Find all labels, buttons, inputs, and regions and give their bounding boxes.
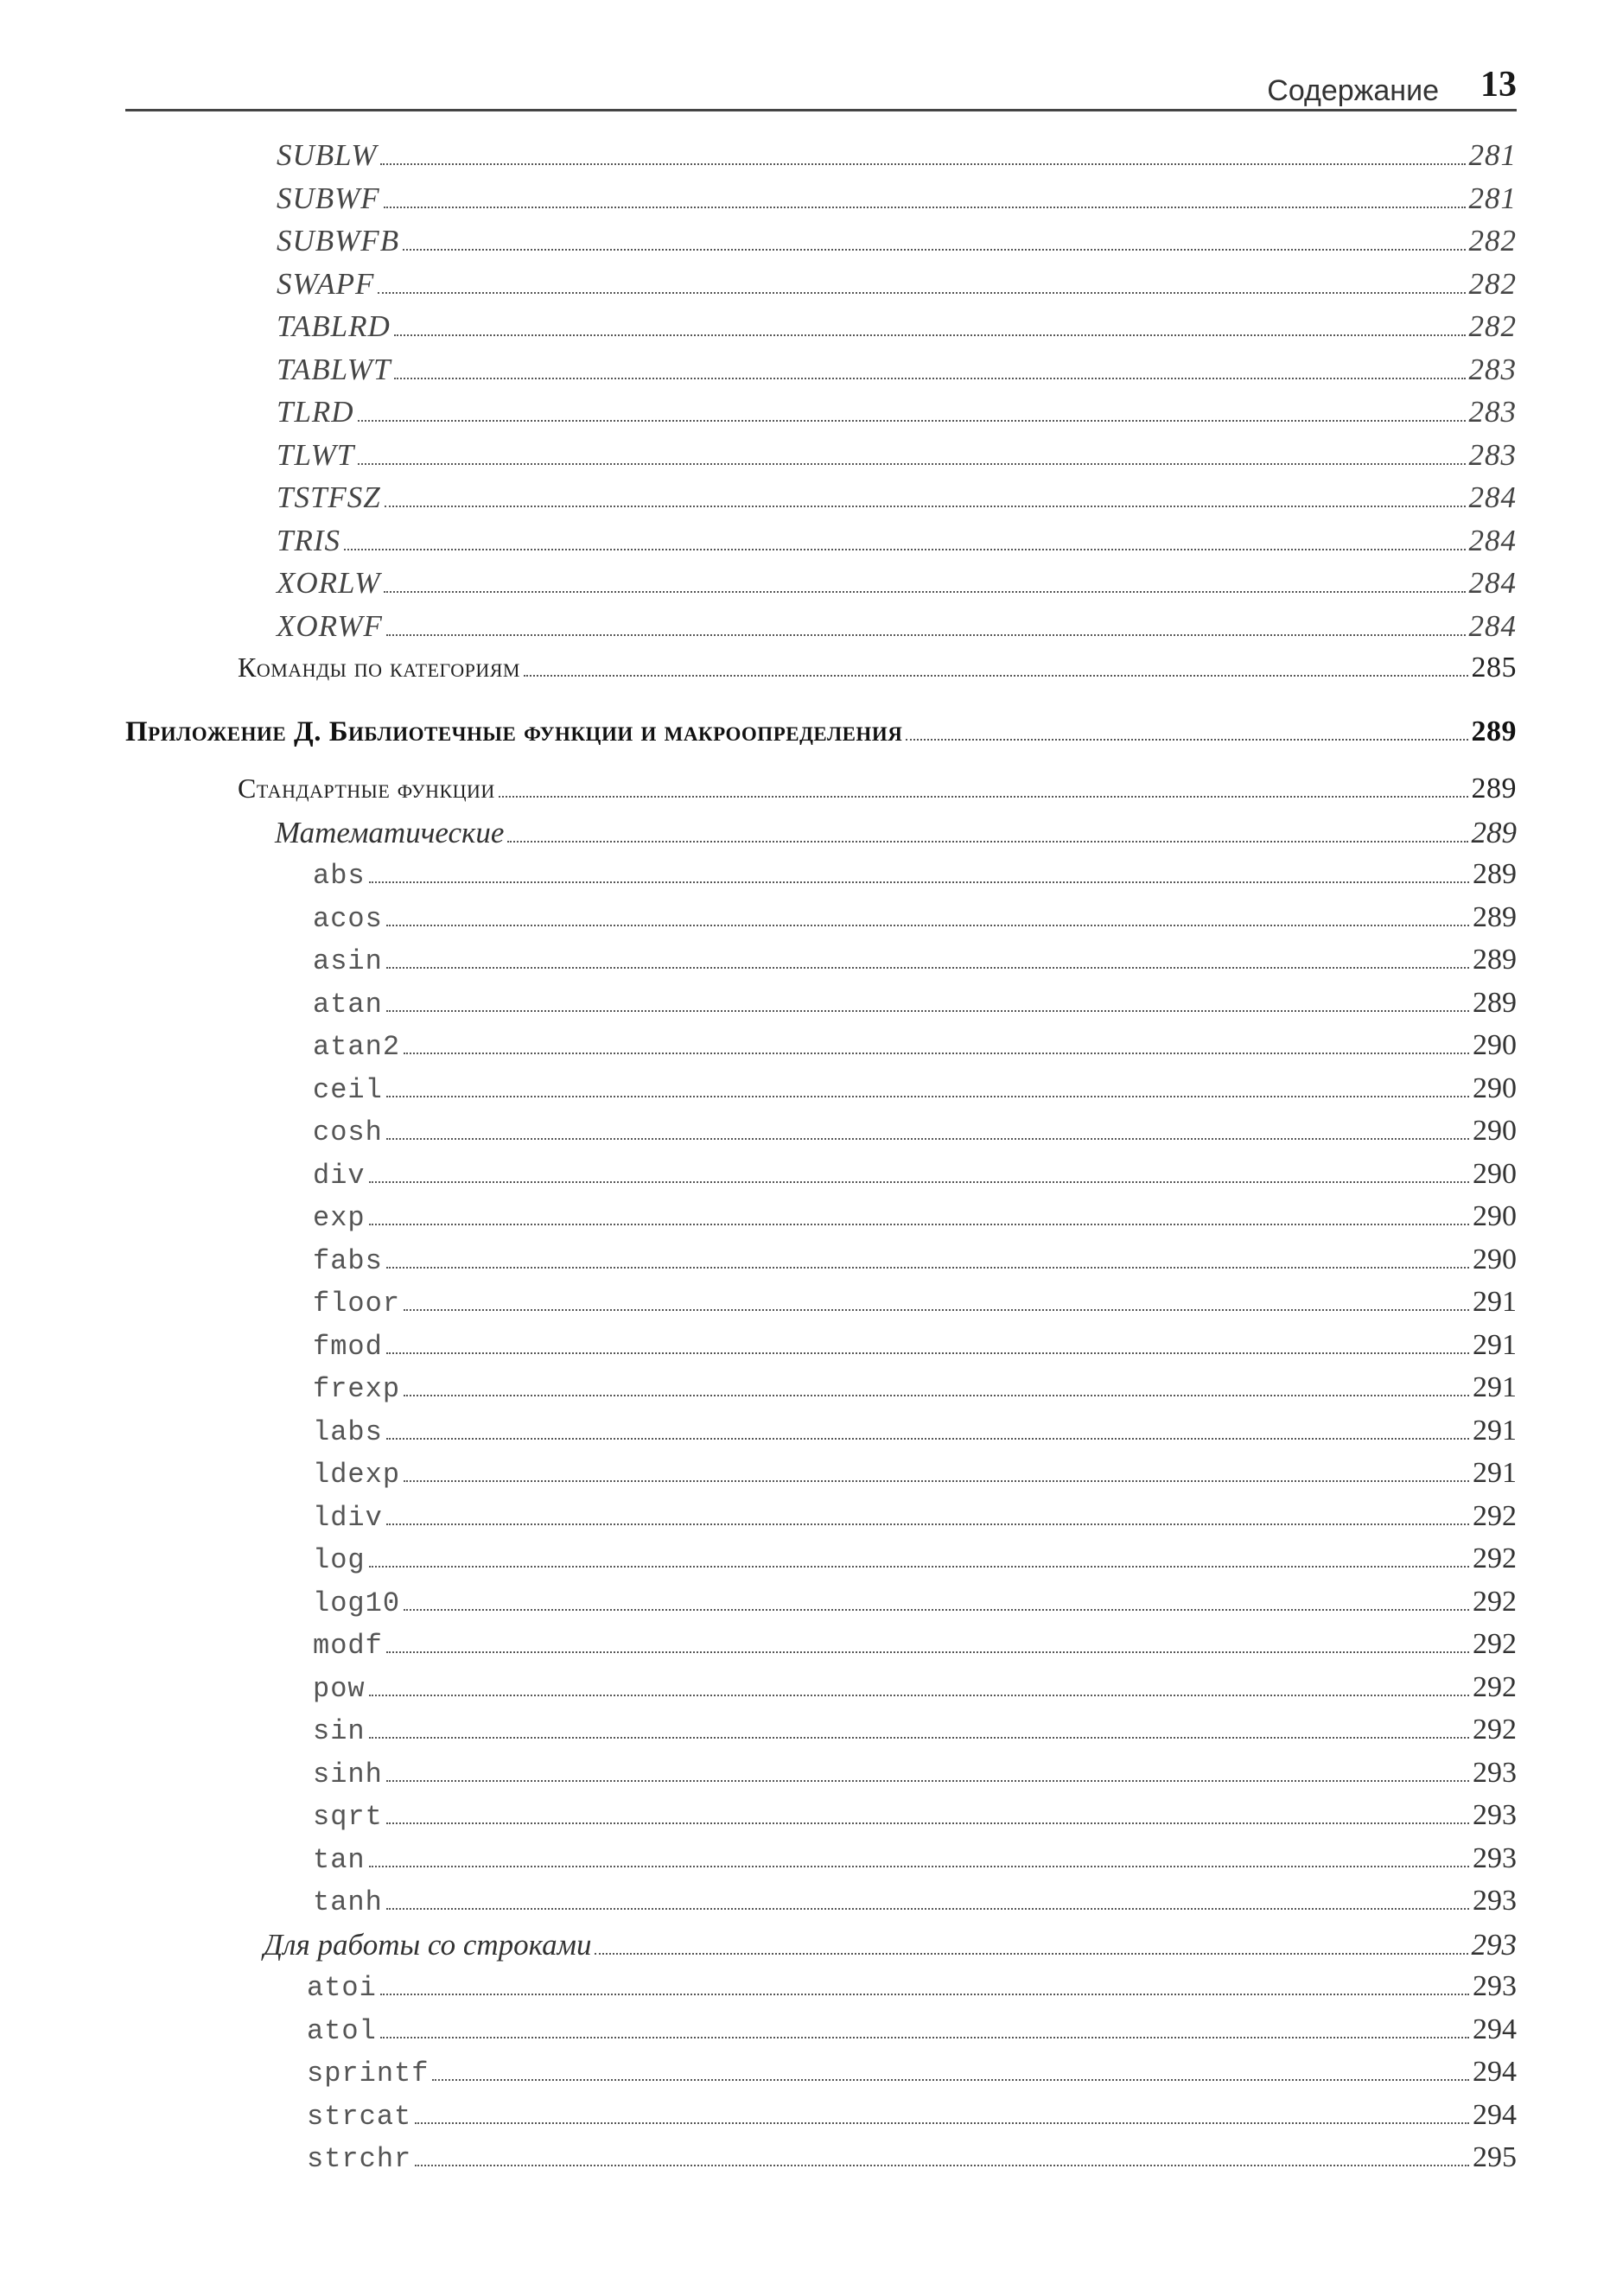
toc-entry-page: 292 bbox=[1473, 1628, 1517, 1660]
dot-leader bbox=[386, 1352, 1469, 1354]
dot-leader bbox=[595, 1953, 1467, 1955]
toc-entry-appendix bbox=[125, 716, 1517, 755]
toc-entry-page: 290 bbox=[1473, 1200, 1517, 1232]
toc-entry-function bbox=[313, 1072, 1517, 1112]
toc-entry-title: XORWF bbox=[277, 609, 383, 643]
dot-leader bbox=[507, 841, 1467, 843]
toc-entry-page: 294 bbox=[1473, 2056, 1517, 2088]
toc-entry-function bbox=[313, 1415, 1517, 1454]
dot-leader bbox=[358, 420, 1466, 422]
toc-entry-title: cosh bbox=[313, 1116, 383, 1148]
toc-entry-function bbox=[313, 1200, 1517, 1240]
toc-entry-page: 289 bbox=[1473, 901, 1517, 933]
dot-leader bbox=[380, 2037, 1469, 2038]
toc-entry-page: 290 bbox=[1473, 1072, 1517, 1104]
toc-entry-title: ldiv bbox=[313, 1502, 383, 1534]
toc-entry-page: 290 bbox=[1473, 1243, 1517, 1275]
toc-entry-page: 284 bbox=[1468, 566, 1517, 600]
toc-entry-page: 282 bbox=[1468, 309, 1517, 343]
toc-entry-page: 291 bbox=[1473, 1329, 1517, 1361]
toc-entry-function bbox=[313, 1500, 1517, 1540]
toc-entry-title: floor bbox=[313, 1288, 401, 1320]
toc-entry-function bbox=[313, 1115, 1517, 1154]
toc-entry-page: 289 bbox=[1471, 773, 1517, 805]
dot-leader bbox=[404, 1309, 1469, 1311]
toc-entry-title: TSTFSZ bbox=[277, 480, 381, 514]
toc-entry-function bbox=[313, 1542, 1517, 1582]
toc-entry-page: 293 bbox=[1471, 1928, 1517, 1962]
toc-entry-title: XORLW bbox=[277, 566, 381, 600]
toc-entry-page: 291 bbox=[1473, 1286, 1517, 1318]
dot-leader bbox=[369, 1181, 1469, 1183]
toc-entry-function bbox=[313, 944, 1517, 983]
toc-entry-title: frexp bbox=[313, 1373, 401, 1405]
toc-entry-title: atan bbox=[313, 989, 383, 1021]
dot-leader bbox=[404, 1609, 1469, 1611]
dot-leader bbox=[386, 1438, 1469, 1440]
toc-entry-title: labs bbox=[313, 1416, 383, 1448]
toc-entry-function bbox=[313, 901, 1517, 941]
dot-leader bbox=[344, 549, 1466, 550]
toc-entry-title: ldexp bbox=[313, 1459, 401, 1491]
toc-entry-command bbox=[277, 609, 1517, 649]
header-page-number: 13 bbox=[1480, 65, 1517, 105]
toc-entry-page: 283 bbox=[1468, 438, 1517, 472]
dot-leader bbox=[386, 1138, 1469, 1140]
dot-leader bbox=[369, 1224, 1469, 1225]
toc-entry-title: strcat bbox=[307, 2101, 412, 2133]
toc-entry-page: 294 bbox=[1473, 2013, 1517, 2045]
toc-entry-page: 292 bbox=[1473, 1500, 1517, 1532]
toc-entry-page: 282 bbox=[1468, 267, 1517, 301]
toc-entry-subsection bbox=[264, 1928, 1517, 1968]
toc-entry-page: 292 bbox=[1473, 1542, 1517, 1574]
dot-leader bbox=[432, 2079, 1469, 2081]
toc-entry-title: acos bbox=[313, 903, 383, 935]
toc-entry-title: TLWT bbox=[277, 438, 355, 472]
dot-leader bbox=[386, 1523, 1469, 1525]
dot-leader bbox=[386, 925, 1469, 926]
header-section-label: Содержание bbox=[1267, 74, 1439, 107]
toc-entry-title: pow bbox=[313, 1673, 366, 1705]
toc-entry-title: sin bbox=[313, 1715, 366, 1747]
toc-entry-page: 292 bbox=[1473, 1671, 1517, 1703]
toc-entry-page: 293 bbox=[1473, 1885, 1517, 1917]
toc-entry-title: abs bbox=[313, 860, 366, 892]
toc-entry-function bbox=[313, 1885, 1517, 1924]
toc-entry-function bbox=[307, 2099, 1517, 2139]
toc-entry-command bbox=[277, 566, 1517, 606]
toc-entry-command bbox=[277, 181, 1517, 221]
toc-entry-title: Приложение Д. Библиотечные функции и макроопределения bbox=[125, 716, 903, 747]
toc-entry-function bbox=[313, 987, 1517, 1027]
dot-leader bbox=[386, 967, 1469, 969]
dot-leader bbox=[380, 163, 1465, 165]
toc-entry-page: 281 bbox=[1468, 181, 1517, 215]
toc-entry-title: SUBWF bbox=[277, 181, 380, 215]
toc-entry-page: 290 bbox=[1473, 1029, 1517, 1061]
toc-entry-page: 285 bbox=[1471, 652, 1517, 684]
toc-entry-title: tanh bbox=[313, 1886, 383, 1918]
dot-leader bbox=[415, 2122, 1469, 2124]
dot-leader bbox=[386, 1010, 1469, 1012]
toc-entry-page: 289 bbox=[1473, 987, 1517, 1019]
toc-entry-page: 289 bbox=[1473, 944, 1517, 976]
header-rule bbox=[125, 109, 1517, 111]
dot-leader bbox=[415, 2165, 1469, 2166]
toc-entry-page: 283 bbox=[1468, 395, 1517, 429]
dot-leader bbox=[524, 675, 1468, 677]
toc-entry-command bbox=[277, 524, 1517, 563]
toc-entry-function bbox=[313, 1714, 1517, 1753]
toc-entry-function bbox=[313, 1842, 1517, 1882]
toc-entry-command bbox=[277, 438, 1517, 478]
toc-entry-page: 289 bbox=[1471, 816, 1517, 849]
dot-leader bbox=[358, 463, 1465, 465]
toc-entry-title: TABLRD bbox=[277, 309, 391, 343]
dot-leader bbox=[386, 1096, 1469, 1097]
toc-entry-page: 289 bbox=[1473, 858, 1517, 890]
dot-leader bbox=[380, 1994, 1469, 1995]
toc-entry-title: exp bbox=[313, 1202, 366, 1234]
toc-entry-title: atol bbox=[307, 2015, 377, 2047]
toc-entry-function bbox=[307, 1970, 1517, 2010]
toc-entry-command bbox=[277, 138, 1517, 178]
toc-entry-title: atoi bbox=[307, 1972, 377, 2004]
toc-entry-page: 284 bbox=[1468, 524, 1517, 557]
toc-entry-title: Математические bbox=[275, 816, 505, 849]
toc-entry-title: SUBWFB bbox=[277, 224, 400, 258]
toc-entry-command bbox=[277, 480, 1517, 520]
toc-entry-page: 293 bbox=[1473, 1799, 1517, 1831]
toc-entry-page: 294 bbox=[1473, 2099, 1517, 2131]
toc-entry-command bbox=[277, 353, 1517, 392]
dot-leader bbox=[499, 796, 1468, 798]
toc-entry-subsection bbox=[275, 816, 1517, 855]
toc-entry-command bbox=[277, 309, 1517, 349]
toc-entry-function bbox=[313, 1799, 1517, 1839]
toc-entry-page: 292 bbox=[1473, 1586, 1517, 1618]
toc-entry-page: 282 bbox=[1468, 224, 1517, 258]
toc-entry-title: strchr bbox=[307, 2143, 412, 2175]
toc-entry-page: 291 bbox=[1473, 1415, 1517, 1447]
toc-entry-title: div bbox=[313, 1160, 366, 1192]
toc-entry-title: Команды по категориям bbox=[238, 652, 520, 683]
toc-entry-function bbox=[313, 1286, 1517, 1326]
toc-entry-function bbox=[313, 1029, 1517, 1069]
toc-entry-function bbox=[313, 1586, 1517, 1625]
toc-entry-function bbox=[313, 1457, 1517, 1497]
toc-entry-title: asin bbox=[313, 945, 383, 977]
toc-entry-title: TRIS bbox=[277, 524, 340, 557]
toc-entry-function bbox=[313, 1371, 1517, 1411]
toc-entry-page: 293 bbox=[1473, 1757, 1517, 1789]
toc-entry-function bbox=[313, 858, 1517, 898]
toc-entry-function bbox=[307, 2013, 1517, 2053]
dot-leader bbox=[403, 249, 1465, 251]
toc-entry-title: Для работы со строками bbox=[264, 1928, 592, 1962]
toc-entry-title: ceil bbox=[313, 1074, 383, 1106]
toc-entry-page: 293 bbox=[1473, 1970, 1517, 2002]
dot-leader bbox=[369, 1866, 1469, 1867]
toc-entry-function bbox=[313, 1243, 1517, 1283]
toc-entry-title: TLRD bbox=[277, 395, 354, 429]
dot-leader bbox=[394, 334, 1466, 336]
toc-entry-page: 292 bbox=[1473, 1714, 1517, 1746]
dot-leader bbox=[386, 1822, 1469, 1824]
toc-entry-page: 291 bbox=[1473, 1457, 1517, 1489]
toc-entry-function bbox=[307, 2056, 1517, 2096]
dot-leader bbox=[404, 1480, 1469, 1482]
dot-leader bbox=[386, 1651, 1469, 1653]
toc-entry-section bbox=[238, 773, 1517, 812]
toc-entry-function bbox=[313, 1329, 1517, 1369]
toc-entry-function bbox=[313, 1671, 1517, 1711]
dot-leader bbox=[369, 881, 1469, 883]
dot-leader bbox=[386, 1267, 1469, 1269]
toc-entry-page: 283 bbox=[1468, 353, 1517, 386]
toc-entry-page: 289 bbox=[1471, 716, 1517, 747]
toc-entry-title: log10 bbox=[313, 1587, 401, 1619]
dot-leader bbox=[369, 1695, 1469, 1696]
toc-entry-title: sinh bbox=[313, 1759, 383, 1790]
toc-entry-page: 290 bbox=[1473, 1158, 1517, 1190]
toc-entry-function bbox=[313, 1628, 1517, 1668]
toc-entry-title: tan bbox=[313, 1844, 366, 1876]
toc-entry-page: 284 bbox=[1468, 609, 1517, 643]
toc-entry-title: fabs bbox=[313, 1245, 383, 1277]
toc-entry-command bbox=[277, 224, 1517, 264]
dot-leader bbox=[386, 1908, 1469, 1910]
running-header bbox=[125, 59, 1517, 111]
dot-leader bbox=[378, 292, 1465, 294]
dot-leader bbox=[384, 207, 1466, 208]
toc-entry-page: 293 bbox=[1473, 1842, 1517, 1874]
toc-entry-section bbox=[238, 652, 1517, 691]
dot-leader bbox=[369, 1737, 1469, 1739]
toc-entry-title: log bbox=[313, 1544, 366, 1576]
toc-entry-function bbox=[313, 1757, 1517, 1797]
toc-entry-page: 290 bbox=[1473, 1115, 1517, 1147]
toc-entry-title: modf bbox=[313, 1630, 383, 1662]
dot-leader bbox=[906, 739, 1467, 741]
dot-leader bbox=[384, 591, 1465, 593]
dot-leader bbox=[386, 634, 1466, 636]
toc-entry-page: 295 bbox=[1473, 2141, 1517, 2173]
toc-entry-command bbox=[277, 267, 1517, 307]
dot-leader bbox=[404, 1395, 1469, 1396]
toc-entry-function bbox=[307, 2141, 1517, 2181]
toc-entry-command bbox=[277, 395, 1517, 435]
toc-entry-title: atan2 bbox=[313, 1031, 401, 1063]
toc-entry-function bbox=[313, 1158, 1517, 1198]
toc-entry-page: 284 bbox=[1468, 480, 1517, 514]
dot-leader bbox=[394, 378, 1465, 379]
toc-entry-title: sqrt bbox=[313, 1801, 383, 1833]
toc-entry-title: Стандартные функции bbox=[238, 773, 495, 804]
toc-entry-page: 291 bbox=[1473, 1371, 1517, 1403]
dot-leader bbox=[385, 506, 1466, 507]
toc-entry-page: 281 bbox=[1468, 138, 1517, 172]
toc-entry-title: SWAPF bbox=[277, 267, 375, 301]
dot-leader bbox=[386, 1780, 1469, 1782]
toc-entry-title: TABLWT bbox=[277, 353, 391, 386]
dot-leader bbox=[369, 1566, 1469, 1568]
toc-entry-title: fmod bbox=[313, 1331, 383, 1363]
dot-leader bbox=[404, 1053, 1469, 1054]
toc-entry-title: sprintf bbox=[307, 2057, 430, 2089]
toc-entry-title: SUBLW bbox=[277, 138, 378, 172]
